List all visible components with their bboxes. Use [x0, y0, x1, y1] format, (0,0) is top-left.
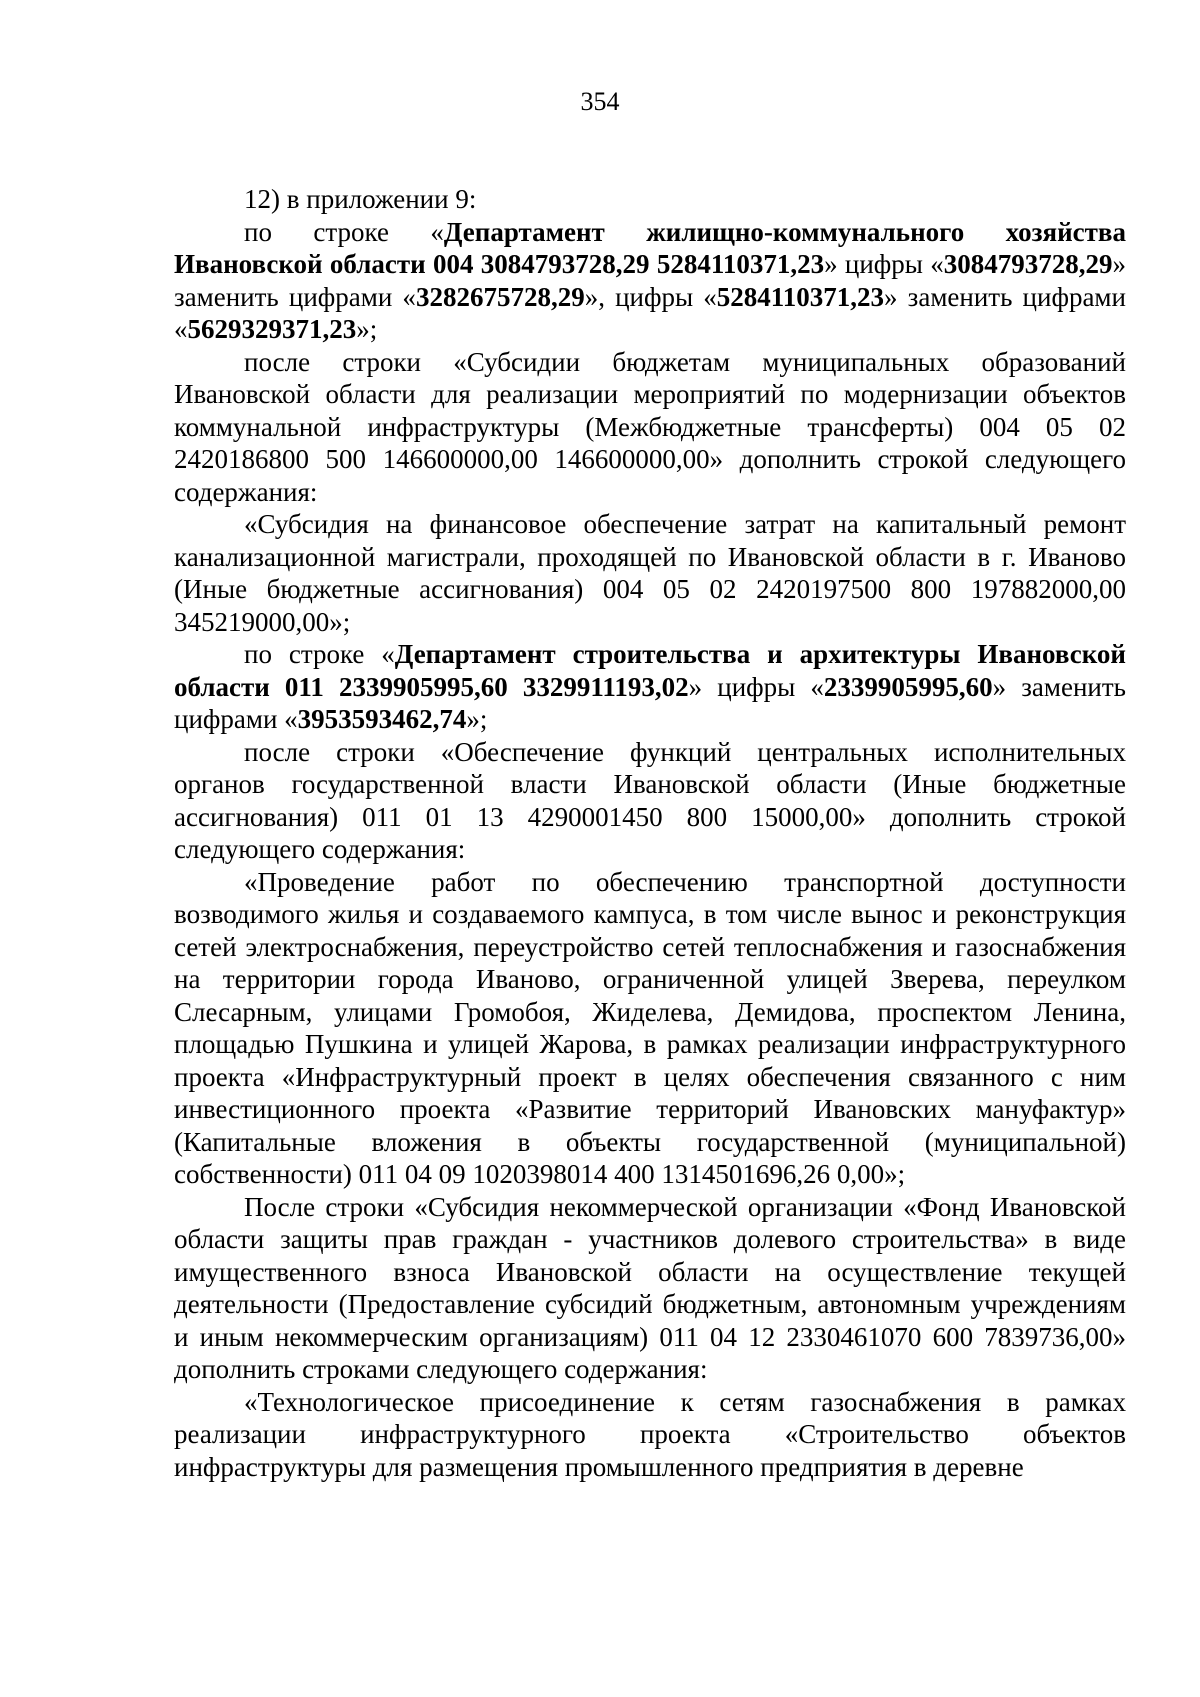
paragraph-after-subsidies-modernization: после строки «Субсидии бюджетам муниципальных образований Ивановской области для реализации мероприятий по модернизации объектов коммунальной инфраструктуры (Межбюджетные трансферты) 004 05 02 2420186800 500 146600000,00 146600000,00» дополнить строкой следующего содержания:: [174, 346, 1126, 507]
paragraph-construction-department: по строке «Департамент строительства и архитектуры Ивановской области 011 2339905995,60 3329911193,02» цифры «2339905995,60» заменить цифрами «3953593462,74»;: [174, 639, 1126, 734]
page-number: 354: [580, 87, 620, 116]
paragraph-housing-department: по строке «Департамент жилищно-коммунального хозяйства Ивановской области 004 3084793728,29 5284110371,23» цифры «3084793728,29» заменить цифрами «3282675728,29», цифры «5284110371,23» заменить цифрами «5629329371,23»;: [174, 216, 1126, 344]
document-body: [174, 183, 1126, 1483]
paragraph-gas-connection: «Технологическое присоединение к сетям газоснабжения в рамках реализации инфраструктурного проекта «Строительство объектов инфраструктуры для размещения промышленного предприятия в деревне: [174, 1386, 1126, 1482]
paragraph-appendix-9: 12) в приложении 9:: [244, 184, 477, 214]
paragraph-after-fund-subsidy: После строки «Субсидия некоммерческой организации «Фонд Ивановской области защиты прав граждан - участников долевого строительства» в виде имущественного взноса Ивановской области на осуществление текущей деятельности (Предоставление субсидий бюджетным, автономным учреждениям и иным некоммерческим организациям) 011 04 12 2330461070 600 7839736,00» дополнить строками следующего содержания:: [174, 1191, 1126, 1384]
paragraph-after-central-functions: после строки «Обеспечение функций центральных исполнительных органов государственной власти Ивановской области (Иные бюджетные ассигнования) 011 01 13 4290001450 800 15000,00» дополнить строкой следующего содержания:: [174, 736, 1126, 864]
paragraph-transport-accessibility: «Проведение работ по обеспечению транспортной доступности возводимого жилья и создаваемого кампуса, в том числе вынос и реконструкция сетей электроснабжения, переустройство сетей теплоснабжения и газоснабжения на территории города Иваново, ограниченной улицей Зверева, переулком Слесарным, улицами Громобоя, Жиделева, Демидова, проспектом Ленина, площадью Пушкина и улицей Жарова, в рамках реализации инфраструктурного проекта «Инфраструктурный проект в целях обеспечения связанного с ним инвестиционного проекта «Развитие территорий Ивановских мануфактур» (Капитальные вложения в объекты государственной (муниципальной) собственности) 011 04 09 1020398014 400 1314501696,26 0,00»;: [174, 866, 1126, 1189]
paragraph-sewer-subsidy: «Субсидия на финансовое обеспечение затрат на капитальный ремонт канализационной магистрали, проходящей по Ивановской области в г. Иваново (Иные бюджетные ассигнования) 004 05 02 2420197500 800 197882000,00 345219000,00»;: [174, 509, 1126, 637]
